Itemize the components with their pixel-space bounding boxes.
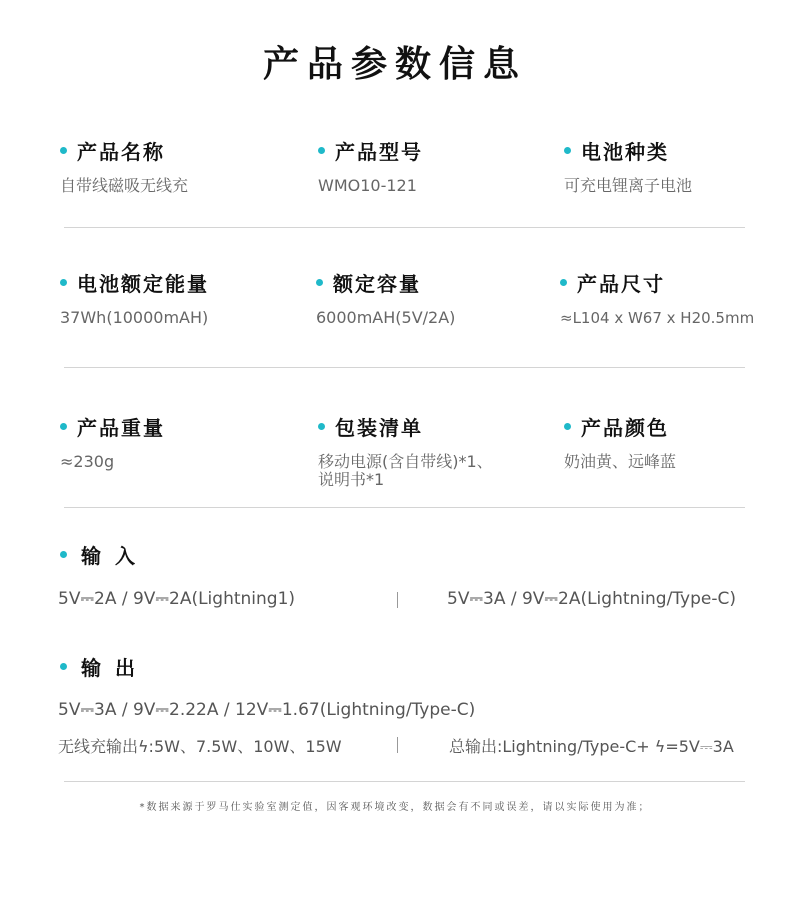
spec-value: 自带线磁吸无线充 xyxy=(60,176,189,195)
bullet-dot xyxy=(560,279,567,286)
divider xyxy=(64,507,745,508)
output-label: 输出 xyxy=(81,656,149,680)
bullet-dot xyxy=(316,279,323,286)
spec-label: 电池种类 xyxy=(581,140,669,164)
input-label: 输入 xyxy=(81,544,149,568)
spec-value: WMO10-121 xyxy=(318,176,417,195)
spec-label: 产品重量 xyxy=(77,416,165,440)
spec-product-name xyxy=(60,136,188,195)
spec-label: 产品尺寸 xyxy=(577,272,665,296)
bullet-dot xyxy=(60,279,67,286)
spec-label: 产品名称 xyxy=(77,140,165,164)
divider xyxy=(64,781,745,782)
spec-dimensions xyxy=(560,268,754,327)
spec-label: 产品颜色 xyxy=(581,416,669,440)
input-section-label xyxy=(60,540,149,569)
spec-value: 可充电锂离子电池 xyxy=(564,176,693,195)
spec-rated-capacity xyxy=(316,268,455,327)
spec-color xyxy=(564,412,676,471)
spec-label: 包装清单 xyxy=(335,416,423,440)
spec-weight xyxy=(60,412,165,471)
bullet-dot xyxy=(564,423,571,430)
spec-label: 产品型号 xyxy=(335,140,423,164)
spec-value: 6000mAH(5V/2A) xyxy=(316,308,456,327)
spec-package-list xyxy=(318,412,493,489)
bullet-dot xyxy=(60,663,67,670)
spec-label: 电池额定能量 xyxy=(77,272,209,296)
input-spec-left: 5V⎓2A / 9V⎓2A(Lightning1) xyxy=(58,589,296,609)
output-section-label xyxy=(60,652,149,681)
separator xyxy=(397,737,398,753)
divider xyxy=(64,227,745,228)
spec-value: ≈230g xyxy=(60,452,115,471)
bullet-dot xyxy=(60,551,67,558)
bullet-dot xyxy=(60,147,67,154)
bullet-dot xyxy=(318,423,325,430)
divider xyxy=(64,367,745,368)
bullet-dot xyxy=(564,147,571,154)
output-spec-wired: 5V⎓3A / 9V⎓2.22A / 12V⎓1.67(Lightning/Type-C) xyxy=(58,700,476,720)
spec-label: 额定容量 xyxy=(333,272,421,296)
spec-value: 移动电源(含自带线)*1、 xyxy=(318,452,493,471)
spec-product-model xyxy=(318,136,423,195)
input-spec-right: 5V⎓3A / 9V⎓2A(Lightning/Type-C) xyxy=(447,589,736,609)
bullet-dot xyxy=(60,423,67,430)
separator xyxy=(397,592,398,608)
spec-value: 37Wh(10000mAH) xyxy=(60,308,209,327)
page-title: 产品参数信息 xyxy=(262,44,527,85)
spec-value: 奶油黄、远峰蓝 xyxy=(564,452,677,471)
output-spec-total: 总输出:Lightning/Type-C+ ϟ=5V⎓3A xyxy=(449,737,734,756)
bullet-dot xyxy=(318,147,325,154)
spec-value: ≈L104 x W67 x H20.5mm xyxy=(560,309,755,327)
footnote: *数据来源于罗马仕实验室测定值，因客观环境改变，数据会有不同或误差，请以实际使用为准； xyxy=(139,802,651,813)
spec-battery-type xyxy=(564,136,692,195)
spec-value: 说明书*1 xyxy=(318,470,385,489)
spec-rated-energy xyxy=(60,268,209,327)
output-spec-wireless: 无线充输出ϟ:5W、7.5W、10W、15W xyxy=(58,737,342,756)
